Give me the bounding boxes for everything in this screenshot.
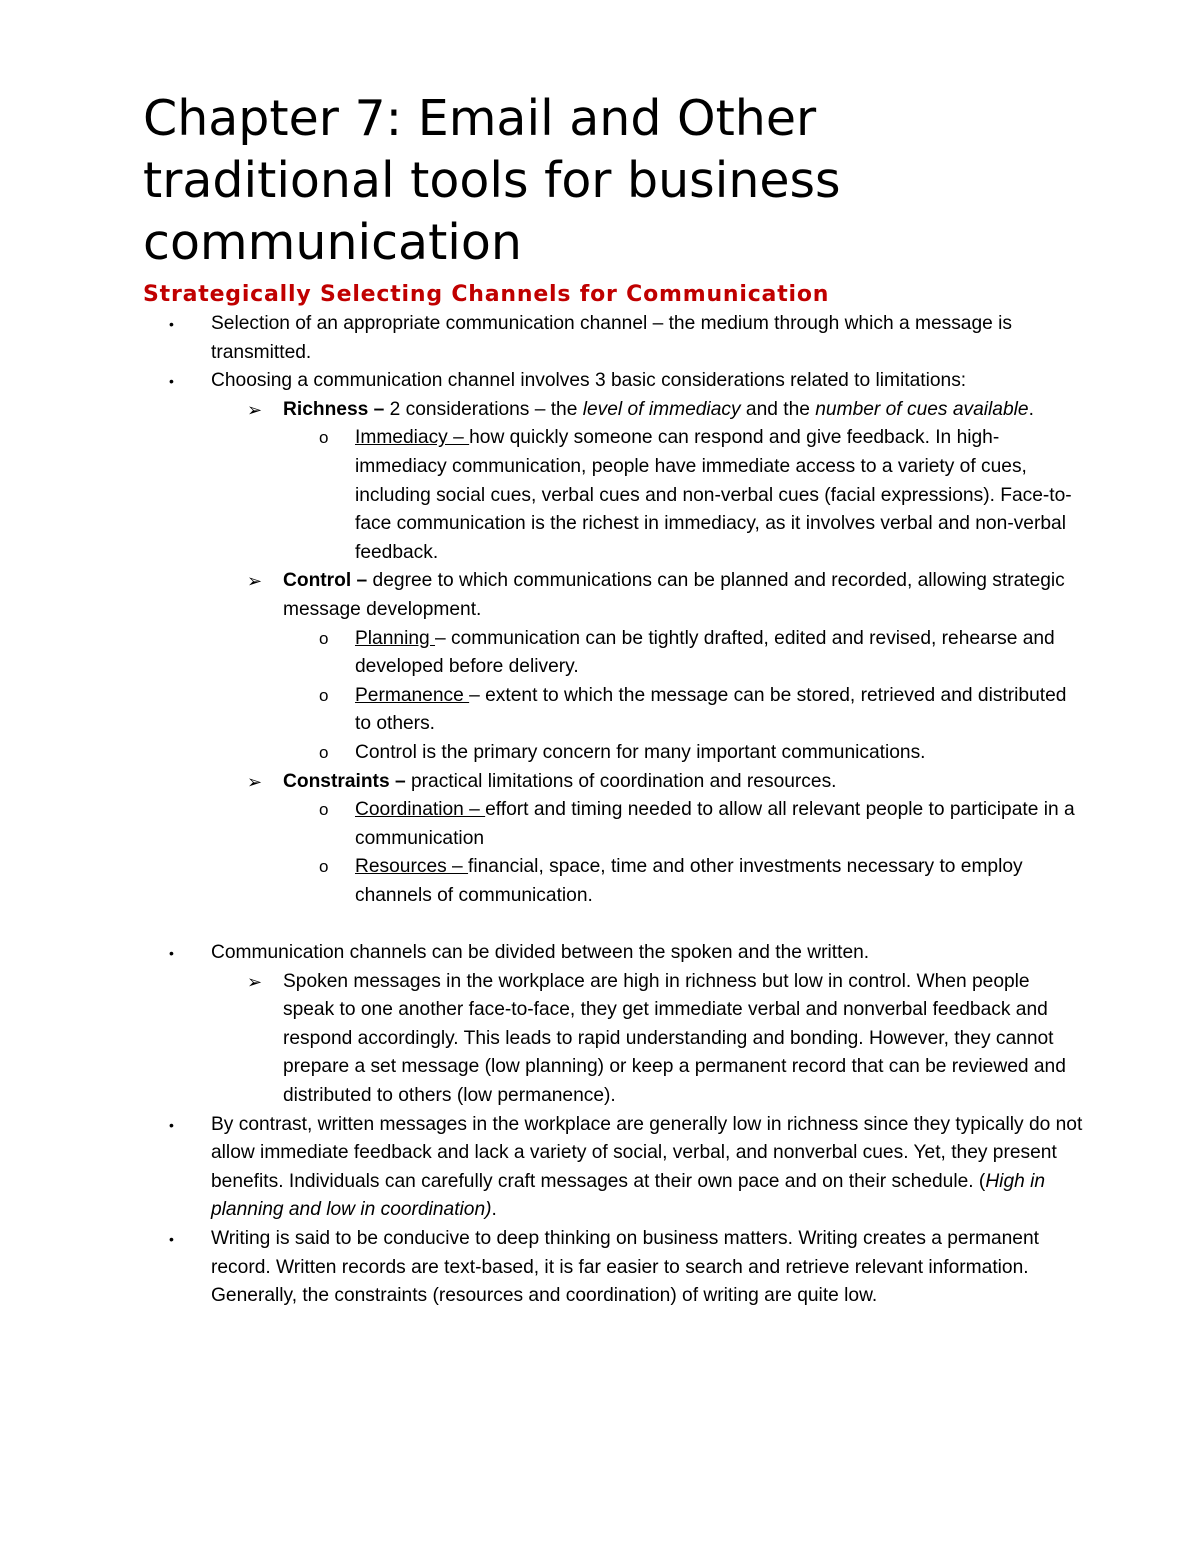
list-item	[143, 1225, 1083, 1311]
permanence-label: Permanence	[355, 684, 470, 706]
circle-bullet-icon: o	[319, 742, 329, 762]
list-item-text: Choosing a communication channel involves 3 basic considerations related to limitations:	[211, 370, 967, 392]
bullet-icon: •	[169, 1116, 174, 1133]
richness-text: 2 considerations – the	[384, 398, 583, 420]
immediacy-label: Immediacy –	[355, 427, 470, 449]
sub-sub-list	[283, 424, 1083, 567]
resources-label: Resources –	[355, 856, 469, 878]
list-item	[143, 939, 1083, 1111]
written-end: .	[491, 1199, 497, 1221]
paragraph-spacer	[143, 910, 1083, 939]
control-label: Control –	[283, 570, 368, 592]
main-bullet-list	[143, 310, 1083, 910]
constraints-text: practical limitations of coordination and resources.	[405, 770, 837, 792]
list-item	[143, 1111, 1083, 1225]
document-body	[143, 310, 1083, 1311]
arrow-bullet-icon: ➢	[247, 399, 263, 420]
list-item	[143, 367, 1083, 910]
circle-bullet-icon: o	[319, 628, 329, 648]
section-heading: Strategically Selecting Channels for Communication	[143, 282, 830, 307]
control-item	[211, 567, 1083, 767]
sub-list	[211, 396, 1083, 911]
second-bullet-list	[143, 939, 1083, 1311]
spoken-item	[211, 968, 1083, 1111]
written-text: By contrast, written messages in the workplace are generally low in richness since they typically do not allow immediate feedback and lack a variety of social, verbal, and nonverbal cues. Yet, they present benefits. Individuals can carefully craft messages at their own pace and on their schedule. (	[211, 1113, 1083, 1192]
planning-text: – communication can be tightly drafted, edited and revised, rehearse and developed before delivery.	[355, 627, 1055, 678]
resources-text: financial, space, time and other investments necessary to employ channels of communication.	[355, 856, 1023, 906]
resources-item	[283, 853, 1083, 910]
list-item-text: Selection of an appropriate communication channel – the medium through which a message is transmitted.	[211, 313, 1013, 363]
control-primary-text: Control is the primary concern for many important communications.	[355, 741, 926, 763]
circle-bullet-icon: o	[319, 800, 329, 820]
control-text: degree to which communications can be planned and recorded, allowing strategic message development.	[283, 570, 1065, 620]
list-item-text: Communication channels can be divided between the spoken and the written.	[211, 942, 870, 964]
arrow-bullet-icon: ➢	[247, 971, 263, 992]
coordination-text: effort and timing needed to allow all relevant people to participate in a communication	[355, 799, 1075, 849]
richness-italic-immediacy: level of immediacy	[582, 398, 741, 420]
planning-label: Planning	[355, 627, 436, 649]
richness-italic-cues: number of cues available	[815, 398, 1029, 420]
circle-bullet-icon: o	[319, 428, 329, 448]
permanence-text: – extent to which the message can be stored, retrieved and distributed to others.	[355, 684, 1067, 735]
bullet-icon: •	[169, 1231, 174, 1247]
coordination-item	[283, 796, 1083, 853]
richness-period: .	[1028, 398, 1034, 420]
richness-text-and: and the	[740, 398, 816, 420]
arrow-bullet-icon: ➢	[247, 571, 263, 592]
richness-label: Richness –	[283, 398, 385, 420]
page-title: Chapter 7: Email and Other traditional tools for business communication	[143, 90, 841, 271]
written-italic: High in planning and low in coordination)	[211, 1170, 1046, 1221]
arrow-bullet-icon: ➢	[247, 771, 263, 792]
bullet-icon: •	[169, 945, 174, 962]
immediacy-item	[283, 424, 1083, 567]
spoken-text: Spoken messages in the workplace are high in richness but low in control. When people speak to one another face-to-face, they get immediate verbal and nonverbal feedback and respond accordingly. This leads to rapid understanding and bonding. However, they cannot prepare a set message (low planning) or keep a permanent record that can be reviewed and distributed to others (low permanence).	[283, 970, 1066, 1107]
constraints-item	[211, 768, 1083, 911]
sub-sub-list	[283, 625, 1083, 768]
circle-bullet-icon: o	[319, 685, 329, 705]
circle-bullet-icon: o	[319, 857, 329, 877]
coordination-label: Coordination –	[355, 799, 486, 821]
planning-item	[283, 625, 1083, 682]
list-item	[143, 310, 1083, 367]
list-item-text: Writing is said to be conducive to deep thinking on business matters. Writing creates a permanent record. Written records are text-based, it is far easier to search and retrieve relevant information. Generally, the constraints (resources and coordination) of writing are quite low.	[211, 1228, 1039, 1307]
document-page	[143, 88, 1083, 1311]
richness-item	[211, 396, 1083, 568]
sub-list	[211, 968, 1083, 1111]
sub-sub-list	[283, 796, 1083, 910]
bullet-icon: •	[169, 373, 174, 390]
permanence-item	[283, 682, 1083, 739]
immediacy-text: how quickly someone can respond and give feedback. In high-immediacy communication, people have immediate access to a variety of cues, including social cues, verbal cues and non-verbal cues (facial expressions). Face-to-face communication is the richest in immediacy, as it involves verbal and non-verbal feedback.	[355, 427, 1072, 563]
constraints-label: Constraints –	[283, 770, 406, 792]
control-primary-item	[283, 739, 1083, 768]
bullet-icon: •	[169, 316, 174, 332]
